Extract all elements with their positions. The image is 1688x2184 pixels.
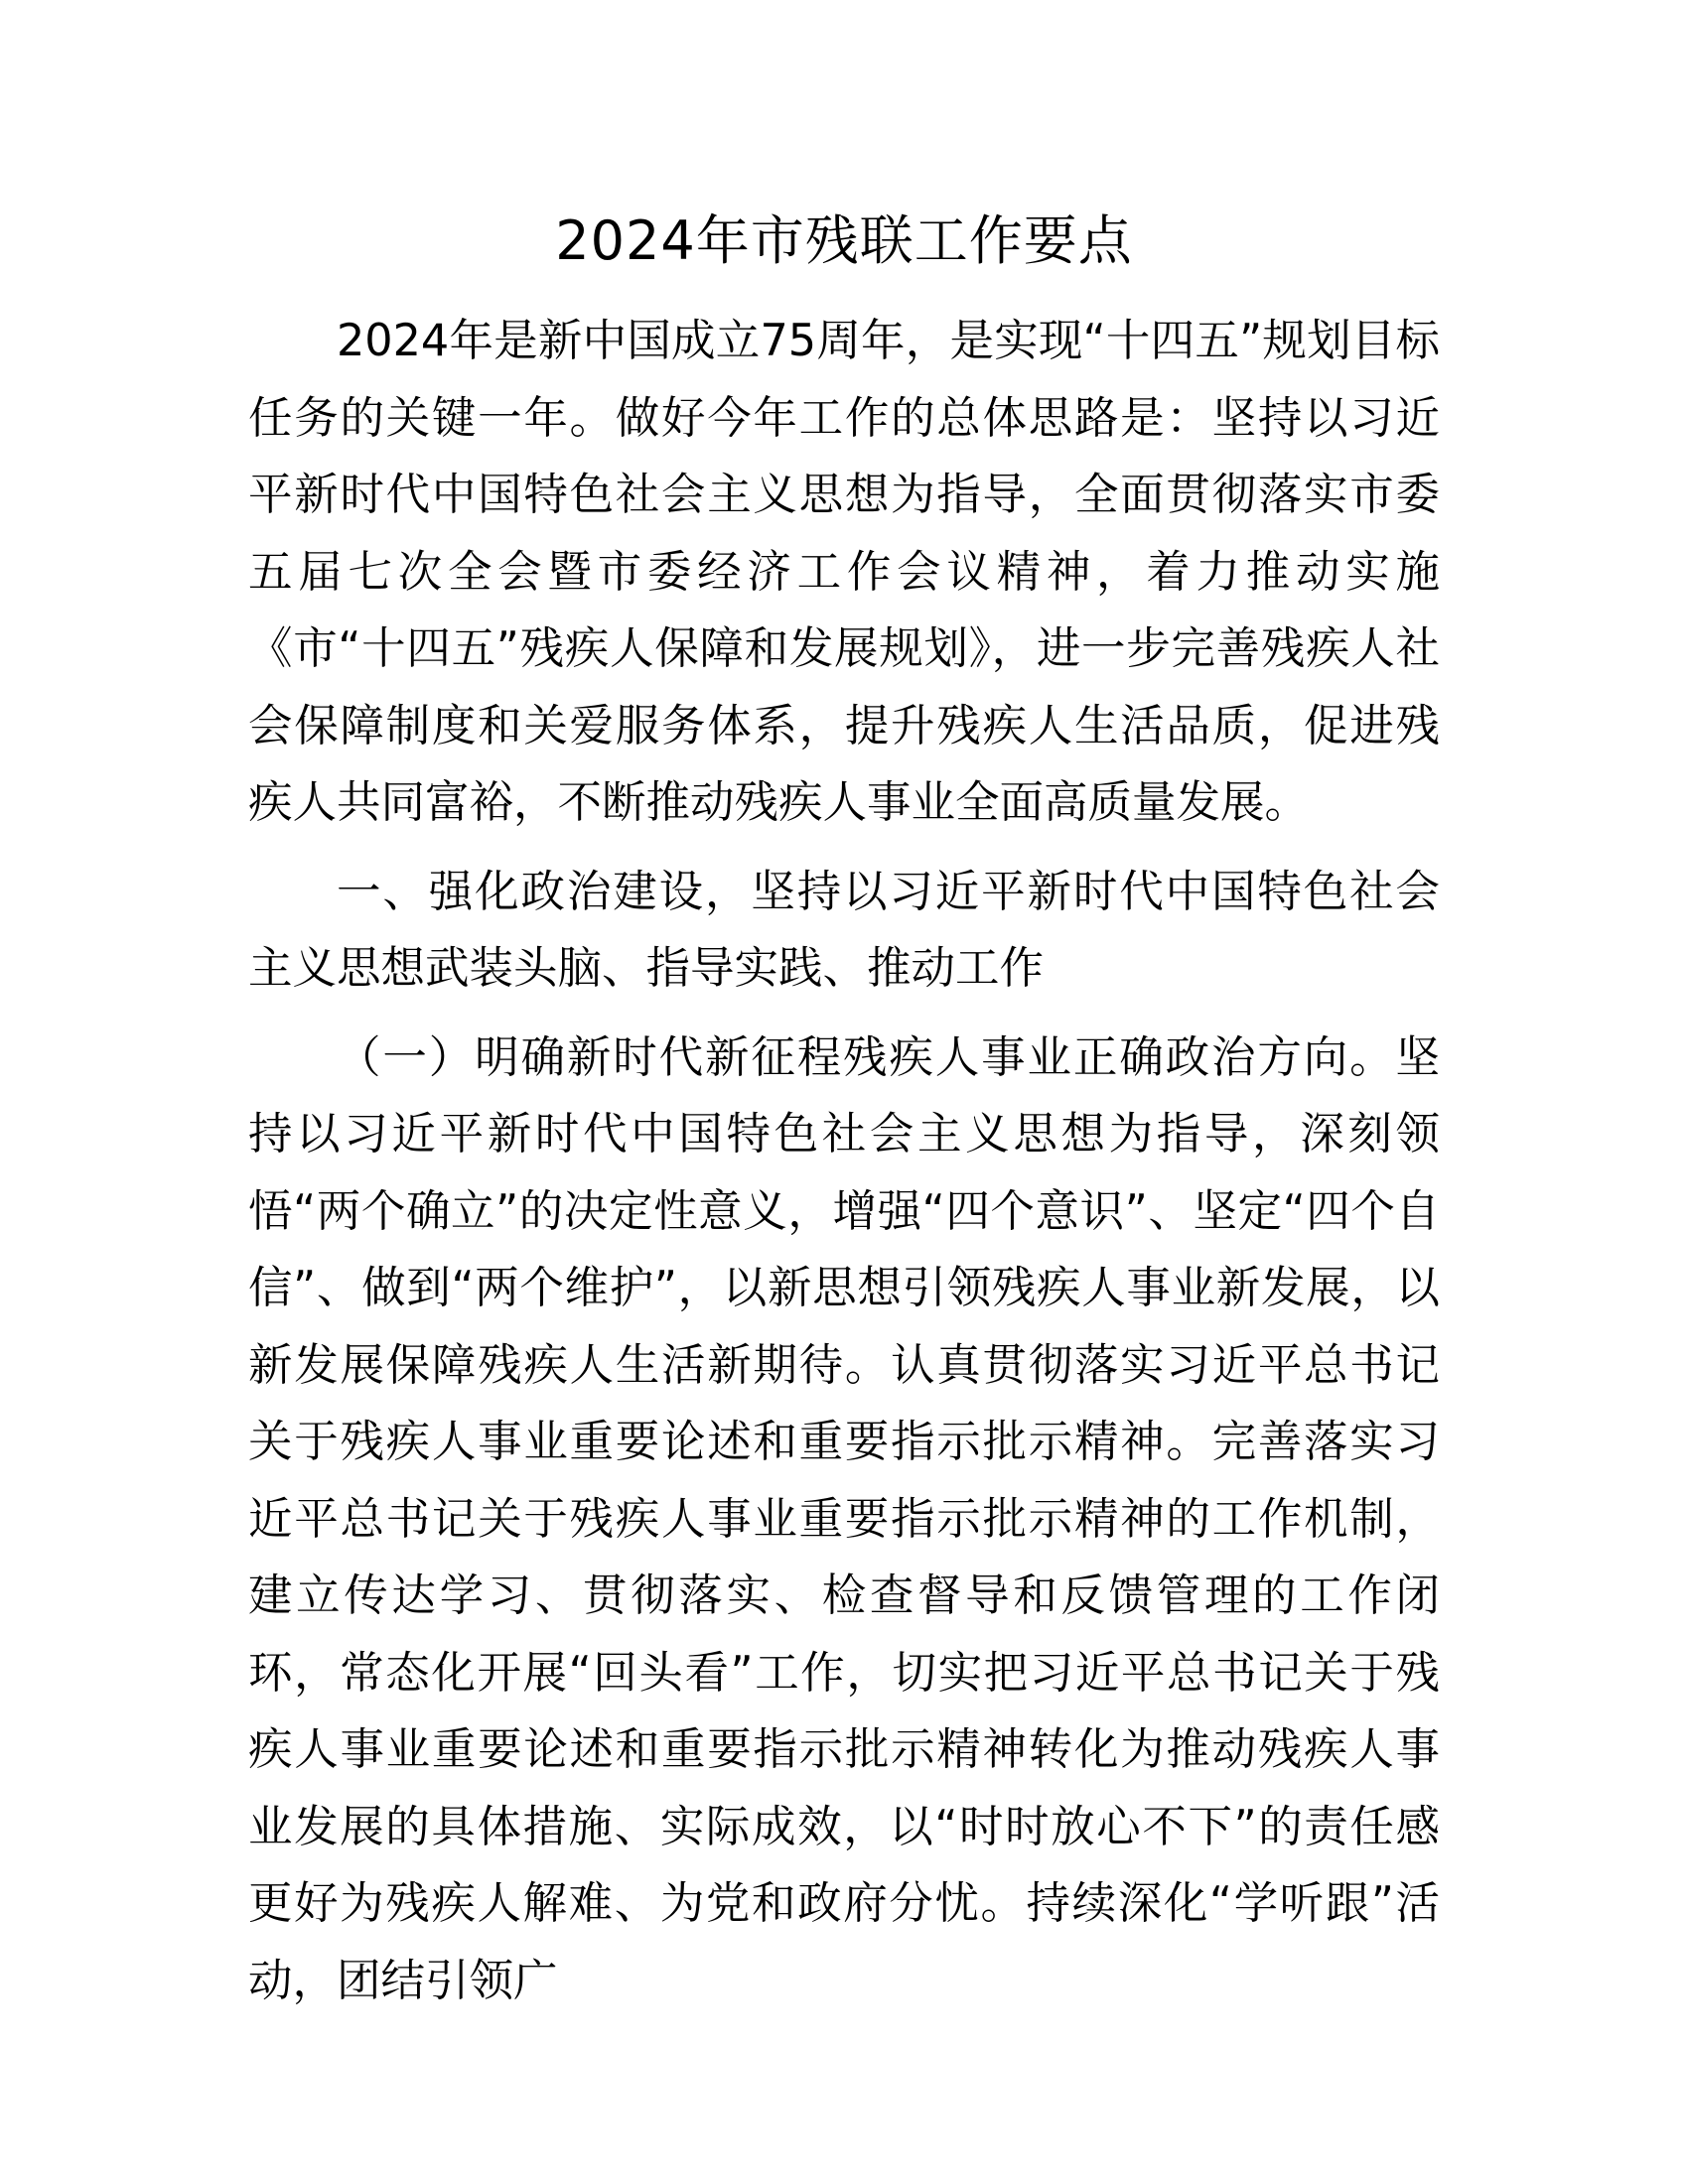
document-body (248, 303, 1440, 2019)
section-heading: 一、强化政治建设，坚持以习近平新时代中国特色社会主义思想武装头脑、指导实践、推动工作 (248, 866, 1440, 994)
section-item-paragraph: （一）明确新时代新征程残疾人事业正确政治方向。坚持以习近平新时代中国特色社会主义思想为指导，深刻领悟“两个确立”的决定性意义，增强“四个意识”、坚定“四个自信”、做到“两个维护”，以新思想引领残疾人事业新发展，以新发展保障残疾人生活新期待。认真贯彻落实习近平总书记关于残疾人事业重要论述和重要指示批示精神。完善落实习近平总书记关于残疾人事业重要指示批示精神的工作机制，建立传达学习、贯彻落实、检查督导和反馈管理的工作闭环，常态化开展“回头看”工作，切实把习近平总书记关于残疾人事业重要论述和重要指示批示精神转化为推动残疾人事业发展的具体措施、实际成效，以“时时放心不下”的责任感更好为残疾人解难、为党和政府分忧。持续深化“学听跟”活动，团结引领广 (248, 1031, 1440, 2006)
document-title: 2024年市残联工作要点 (555, 209, 1133, 272)
intro-paragraph: 2024年是新中国成立75周年，是实现“十四五”规划目标任务的关键一年。做好今年工作的总体思路是：坚持以习近平新时代中国特色社会主义思想为指导，全面贯彻落实市委五届七次全会暨市委经济工作会议精神，着力推动实施《市“十四五”残疾人保障和发展规划》，进一步完善残疾人社会保障制度和关爱服务体系，提升残疾人生活品质，促进残疾人共同富裕，不断推动残疾人事业全面高质量发展。 (248, 316, 1440, 828)
paragraph-spacer (248, 1008, 1440, 1020)
paragraph-spacer (248, 842, 1440, 854)
